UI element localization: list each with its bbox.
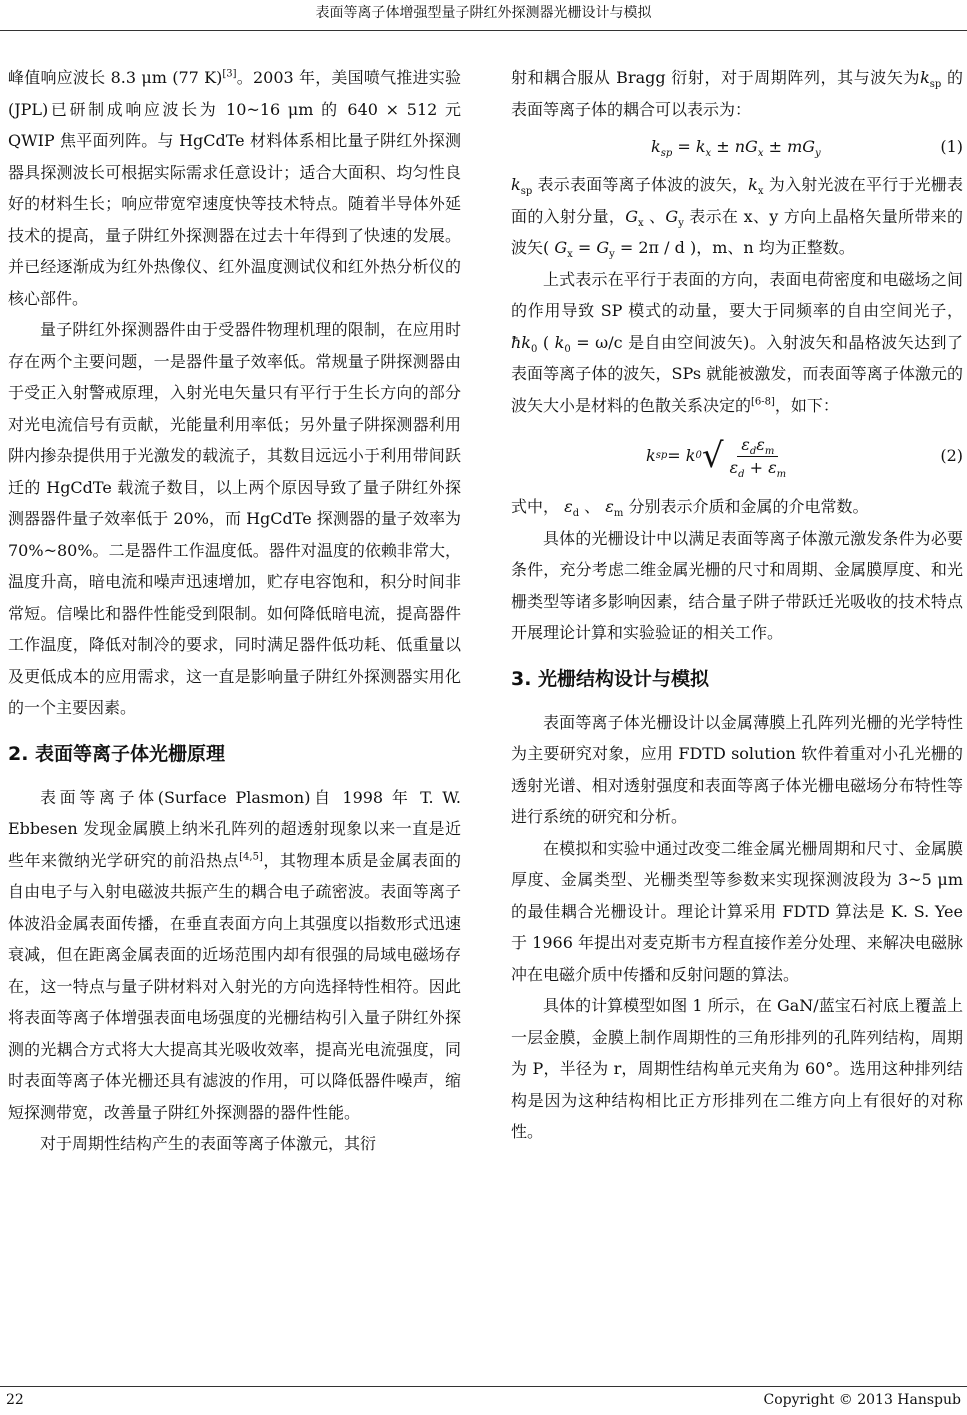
subscript: d (572, 508, 580, 520)
subscript: y (815, 148, 821, 160)
subscript: x (757, 148, 764, 160)
text-run: 的表面等离子体的耦合可以表示为： (511, 68, 963, 119)
subscript: y (609, 249, 615, 261)
symbol: G (596, 238, 610, 257)
radical (702, 434, 786, 479)
subscript: 0 (564, 343, 571, 355)
equation-1 (511, 125, 963, 169)
symbol: ε (564, 497, 573, 516)
subscript: sp (520, 186, 533, 198)
symbol: ħk (511, 332, 531, 352)
page-number: 22 (6, 1392, 24, 1408)
text-run: 、 (579, 497, 606, 516)
citation: [3] (222, 68, 237, 80)
equation-body: k sp = k 0 √ $\frac{\varepsilon_d\varepsilon_m}{\varepsilon_d + \varepsilon_m}$ (646, 434, 787, 480)
text-run: = ω/c 是自由空间波矢)。入射波矢和晶格波矢达到了表面等离子体的波矢，SPs 就能被激发，而表面等离子体激元的波矢大小是材料的色散关系决定的 (511, 332, 963, 415)
citation: [4,5] (239, 851, 263, 863)
text-run: 射和耦合服从 Bragg 衍射，对于周期阵列，其与波矢为 (511, 68, 921, 87)
symbol: G (665, 206, 679, 226)
paragraph (511, 491, 963, 523)
text-run: ( (537, 332, 555, 352)
text-run: = 2π / d )，m、n 均为正整数。 (614, 238, 855, 257)
subscript: d (749, 445, 757, 457)
eq-term: ε (741, 434, 750, 454)
paragraph: 具体的光栅设计中以满足表面等离子体激元激发条件为必要条件，充分考虑二维金属光栅的尺寸和周期、金属膜厚度、和光栅类型等诸多影响因素，结合量子阱子带跃迁光吸收的技术特点开展理论计算和实验验证的相关工作。 (511, 528, 963, 642)
right-column (511, 62, 963, 1148)
left-column (8, 62, 461, 1160)
eq-term: = k (667, 446, 696, 466)
symbol: G (625, 206, 639, 226)
eq-term: + ε (744, 457, 777, 477)
subscript: sp (660, 148, 673, 160)
paragraph: 具体的计算模型如图 1 所示，在 GaN/蓝宝石衬底上覆盖上一层金膜，金膜上制作周期性的三角形排列的孔阵列结构，周期为 P，半径为 r，周期性结构单元夹角为 60°。选用这种排列结构是因为这种结构相比正方形排列在二维方向上有很好的对称性。 (511, 996, 963, 1141)
subscript: x (705, 148, 712, 160)
eq-term: = k (672, 137, 706, 157)
section-heading: 3. 光栅结构设计与模拟 (511, 667, 710, 690)
paragraph (8, 782, 461, 1129)
subscript: m (764, 445, 775, 457)
eq-term: k (646, 446, 656, 466)
subscript: x (567, 249, 573, 261)
numerator (737, 434, 778, 457)
citation: [6-8] (751, 396, 775, 408)
symbol: k (554, 332, 565, 352)
subscript: x (757, 186, 764, 198)
paragraph (8, 62, 461, 314)
denominator (729, 457, 786, 479)
paragraph: 表面等离子体光栅设计以金属薄膜上孔阵列光栅的光学特性为主要研究对象，应用 FDTD solution 软件着重对小孔光栅的透射光谱、相对透射强度和表面等离子体光栅电磁场分布特性等进行系统的研究和分析。 (511, 712, 963, 826)
subscript: m (613, 508, 624, 520)
subscript: d (738, 468, 745, 480)
symbol: G (554, 238, 568, 257)
text-run: ，其物理本质是金属表面的自由电子与入射电磁波共振产生的耦合电子疏密波。表面等离子体波沿金属表面传播，在垂直表面方向上其强度以指数形式迅速衰减，但在距离金属表面的近场范围内却有很强的局域电磁场存在，这一特点与量子阱材料对入射光的方向选择特性相符。因此将表面等离子体增强表面电场强度的光栅结构引入量子阱红外探测的光耦合方式将大大提高其光吸收效率，提高光电流强度，同时表面等离子体光栅还具有滤波的作用，可以降低器件噪声，缩短探测带宽，改善量子阱红外探测器的器件性能。 (8, 850, 461, 1122)
paragraph (511, 62, 963, 125)
text-run: 表示表面等离子体波的波矢， (532, 175, 749, 194)
equation-number: (2) (940, 446, 963, 466)
page-footer (0, 1386, 967, 1415)
text-run: 式中， (511, 497, 565, 516)
paragraph (511, 169, 963, 264)
subscript: sp (929, 79, 942, 91)
text-run: 表面等离子体(Surface Plasmon)自 1998 年 T. W. Ebbesen 发现金属膜上纳米孔阵列的超透射现象以来一直是近些年来微纳光学研究的前沿热点 (8, 787, 461, 870)
section-heading: 2. 表面等离子体光栅原理 (8, 742, 226, 765)
copyright-notice: Copyright © 2013 Hanspub (763, 1392, 961, 1408)
eq-term: ε (756, 434, 765, 454)
text-run: ，如下： (774, 395, 839, 415)
symbol: k (920, 68, 930, 87)
text-run: 峰值响应波长 8.3 μm (77 K) (8, 68, 223, 87)
equation-number: (1) (940, 137, 963, 157)
eq-term: ± nG (711, 137, 758, 157)
equation-body (651, 131, 821, 163)
paragraph (511, 264, 963, 422)
paragraph: 在模拟和实验中通过改变二维金属光栅周期和尺寸、金属膜厚度、金属类型、光栅类型等参数来实现探测波段为 3~5 μm 的最佳耦合光栅设计。理论计算采用 FDTD 算法是 K. S. Yee 于 1966 年提出对麦克斯韦方程直接作差分处理、来解决电磁脉冲在电磁介质中传播和反射问题的算法。 (511, 838, 963, 984)
subscript: m (776, 468, 787, 480)
running-title: 表面等离子体增强型量子阱红外探测器光栅设计与模拟 (0, 0, 967, 31)
radical-sign: √ (701, 436, 724, 476)
paragraph: 对于周期性结构产生的表面等离子体激元，其衍 (40, 1134, 377, 1153)
text-run: 上式表示在平行于表面的方向，表面电荷密度和电磁场之间的作用导致 SP 模式的动量，要大于同频率的自由空间光子， (511, 269, 963, 320)
subscript: x (638, 217, 644, 229)
text-run: 。2003 年，美国喷气推进实验(JPL)已研制成响应波长为 10~16 μm 的 640 × 512 元 QWIP 焦平面列阵。与 HgCdTe 材料体系相比量子阱红外探测器具探测波长可根据实际需求任意设计；适合大面积、均匀性良好的材料生长；响应带宽窄速度快等技术特点。随着半导体外延技术的提高，量子阱红外探测器在过去十年得到了快速的发展。并已经逐渐成为红外热像仪、红外温度测试仪和红外热分析仪的核心部件。 (8, 68, 461, 308)
fraction (729, 434, 786, 479)
subscript: y (678, 217, 684, 229)
eq-term: ± mG (763, 137, 816, 157)
eq-term: k (651, 137, 661, 157)
text-run: 分别表示介质和金属的介电常数。 (623, 497, 869, 516)
text-run: = (572, 238, 597, 257)
symbol: k (511, 175, 521, 194)
paragraph: 量子阱红外探测器件由于受器件物理机理的限制，在应用时存在两个主要问题，一是器件量子效率低。常规量子阱探测器由于受正入射警戒原理，入射光电矢量只有平行于生长方向的部分对光电流信号有贡献，光能量利用率低；另外量子阱探测器利用阱内掺杂提供用于光激发的载流子，其数目远远小于利用带间跃迁的 HgCdTe 载流子数目，以上两个原因导致了量子阱红外探测器器件量子效率低于 20%，而 HgCdTe 探测器的量子效率为 70%~80%。二是器件工作温度低。器件对温度的依赖非常大，温度升高，暗电流和噪声迅速增加，贮存电容饱和，积分时间非常短。信噪比和器件性能受到限制。如何降低暗电流，提高器件工作温度，降低对制冷的要求，同时满足器件低功耗、低重量以及更低成本的应用需求，这一直是影响量子阱红外探测器实用化的一个主要因素。 (8, 320, 461, 717)
text-run: 、 (643, 206, 666, 226)
symbol: k (748, 175, 758, 194)
symbol: ε (605, 497, 614, 516)
equation-2 (511, 421, 963, 491)
text-run: 表示在 x、y 方向上晶格矢量所带来的波矢( (511, 206, 963, 257)
eq-term: ε (729, 457, 739, 477)
subscript: 0 (531, 343, 538, 355)
text-run: 为入射光波在平行于光栅表面的入射分量， (511, 175, 963, 226)
